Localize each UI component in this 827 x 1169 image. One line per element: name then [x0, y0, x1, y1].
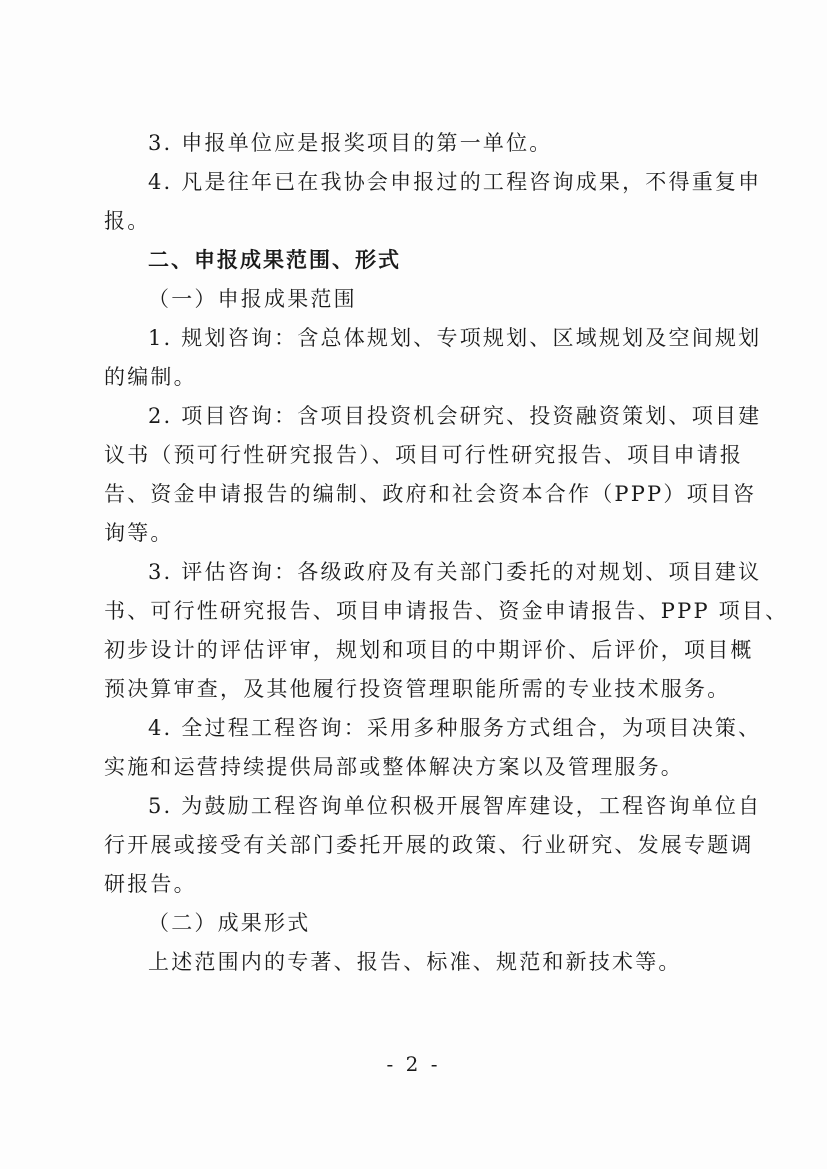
scope-item-3-line-1: 3. 评估咨询：各级政府及有关部门委托的对规划、项目建议 [148, 560, 762, 584]
scope-item-3-line-4: 预决算审查，及其他履行投资管理职能所需的专业技术服务。 [104, 677, 731, 701]
scope-item-2-line-3: 告、资金申请报告的编制、政府和社会资本合作（PPP）项目咨 [104, 482, 757, 506]
scope-item-2-line-4: 询等。 [104, 521, 174, 545]
scope-item-4-line-2: 实施和运营持续提供局部或整体解决方案以及管理服务。 [104, 755, 684, 779]
paragraph-item-4-line-2: 报。 [104, 209, 151, 233]
paragraph-item-3: 3. 申报单位应是报奖项目的第一单位。 [148, 131, 553, 155]
result-form-text: 上述范围内的专著、报告、标准、规范和新技术等。 [148, 950, 682, 974]
scope-item-5-line-3: 研报告。 [104, 872, 197, 896]
scope-item-4-line-1: 4. 全过程工程咨询：采用多种服务方式组合，为项目决策、 [148, 716, 762, 740]
scope-item-2-line-2: 议书（预可行性研究报告）、项目可行性研究报告、项目申请报 [104, 443, 744, 467]
scope-item-3-line-2: 书、可行性研究报告、项目申请报告、资金申请报告、PPP 项目、 [104, 599, 789, 623]
scope-item-3-line-3: 初步设计的评估评审，规划和项目的中期评价、后评价，项目概 [104, 638, 754, 662]
paragraph-item-4-line-1: 4. 凡是往年已在我协会申报过的工程咨询成果，不得重复申 [148, 170, 762, 194]
subsection-heading-1: （一）申报成果范围 [148, 287, 357, 311]
section-heading-2: 二、申报成果范围、形式 [148, 248, 401, 272]
scope-item-1-line-2: 的编制。 [104, 365, 197, 389]
document-body [104, 124, 789, 982]
scope-item-1-line-1: 1. 规划咨询：含总体规划、专项规划、区域规划及空间规划 [148, 326, 762, 350]
scope-item-5-line-2: 行开展或接受有关部门委托开展的政策、行业研究、发展专题调 [104, 833, 754, 857]
page-number: - 2 - [386, 1052, 441, 1076]
subsection-heading-2: （二）成果形式 [148, 911, 311, 935]
scope-item-5-line-1: 5. 为鼓励工程咨询单位积极开展智库建设，工程咨询单位自 [148, 794, 762, 818]
scope-item-2-line-1: 2. 项目咨询：含项目投资机会研究、投资融资策划、项目建 [148, 404, 762, 428]
